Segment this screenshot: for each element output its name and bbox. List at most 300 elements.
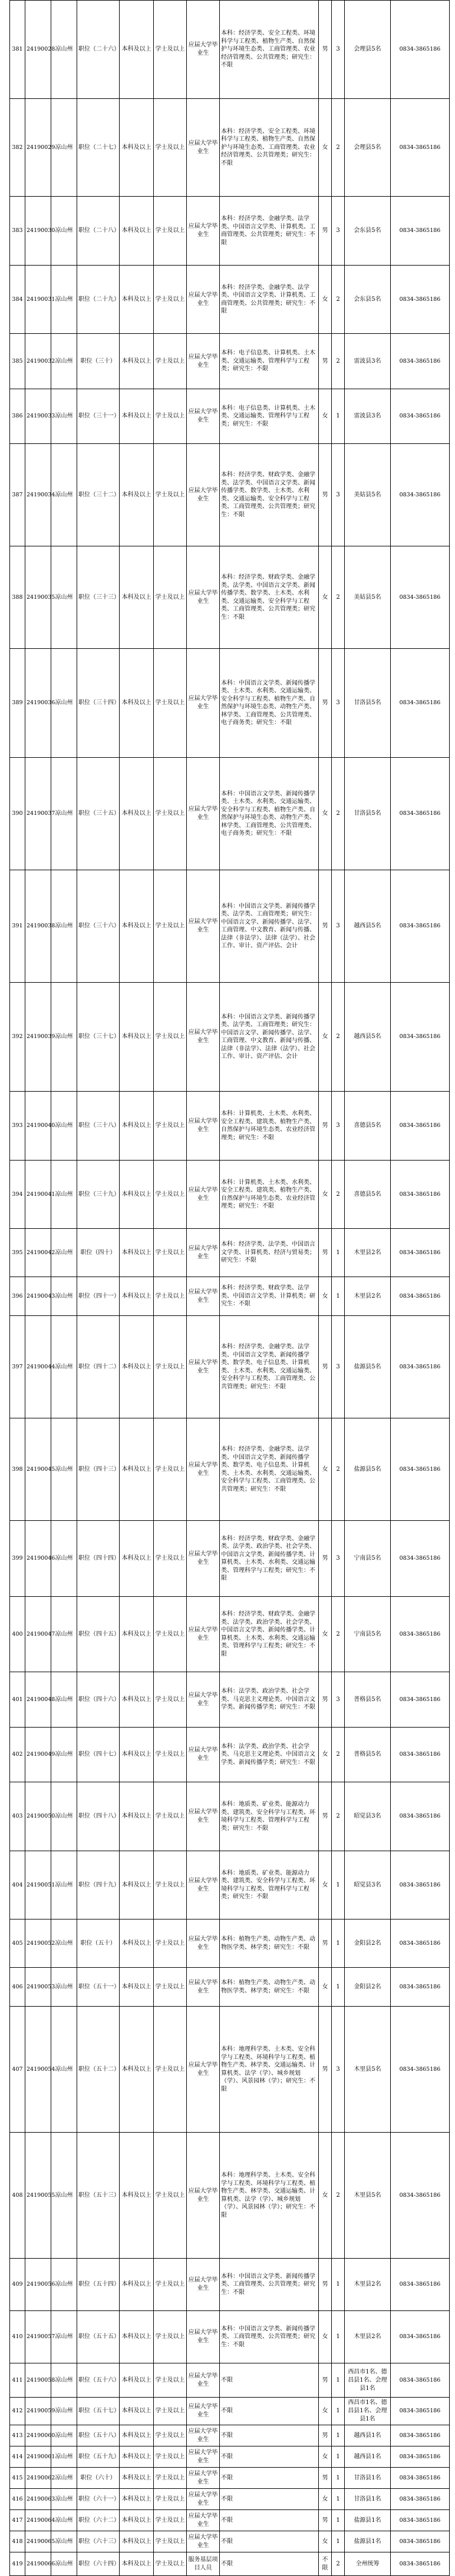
education-cell: 本科及以上 xyxy=(120,99,154,197)
position-code-cell: 24190061 xyxy=(25,2446,51,2468)
major-requirement-cell: 不限 xyxy=(220,2398,319,2425)
contact-phone-cell: 0834-3865186 xyxy=(391,1161,450,1229)
contact-phone-cell: 0834-3865186 xyxy=(391,2552,450,2576)
major-requirement-cell: 不限 xyxy=(220,2510,319,2531)
area-cell: 木里县5名 xyxy=(345,2007,391,2133)
table-row xyxy=(10,2489,450,2510)
table-row xyxy=(10,2510,450,2531)
position-code-cell: 24190035 xyxy=(25,546,51,649)
position-code-cell: 24190039 xyxy=(25,983,51,1092)
identity-cell: 应届大学毕业生 xyxy=(187,2510,220,2531)
recruiting-unit-cell: 凉山州 xyxy=(51,1968,77,2007)
position-name-cell: 职位（四十六） xyxy=(77,1672,120,1728)
education-cell: 本科及以上 xyxy=(120,1851,154,1919)
serial-number-cell: 381 xyxy=(10,1,25,99)
area-cell: 盐源县5名 xyxy=(345,1316,391,1418)
table-row xyxy=(10,870,450,983)
area-cell: 普格县5名 xyxy=(345,1672,391,1728)
education-cell: 本科及以上 xyxy=(120,2446,154,2468)
recruiting-unit-cell: 凉山州 xyxy=(51,1229,77,1277)
gender-cell: 女 xyxy=(319,389,332,444)
gender-cell: 男 xyxy=(319,2007,332,2133)
education-cell: 本科及以上 xyxy=(120,649,154,758)
position-name-cell: 职位（六十一） xyxy=(77,2489,120,2510)
recruiting-unit-cell: 凉山州 xyxy=(51,1277,77,1316)
degree-cell: 学士及以上 xyxy=(154,2425,187,2446)
education-cell: 本科及以上 xyxy=(120,2311,154,2363)
education-cell: 本科及以上 xyxy=(120,2007,154,2133)
position-name-cell: 职位（六十） xyxy=(77,2468,120,2489)
position-code-cell: 24190033 xyxy=(25,389,51,444)
education-cell: 本科及以上 xyxy=(120,758,154,870)
identity-cell: 应届大学毕业生 xyxy=(187,1968,220,2007)
education-cell: 本科及以上 xyxy=(120,2425,154,2446)
serial-number-cell: 382 xyxy=(10,99,25,197)
headcount-cell: 1 xyxy=(332,1968,345,2007)
contact-phone-cell: 0834-3865186 xyxy=(391,1,450,99)
table-row xyxy=(10,2007,450,2133)
position-name-cell: 职位（四十二） xyxy=(77,1316,120,1418)
degree-cell: 学士及以上 xyxy=(154,2133,187,2259)
identity-cell: 应届大学毕业生 xyxy=(187,1851,220,1919)
headcount-cell: 1 xyxy=(332,1277,345,1316)
recruiting-unit-cell: 凉山州 xyxy=(51,1597,77,1672)
degree-cell: 学士及以上 xyxy=(154,1316,187,1418)
position-name-cell: 职位（四十） xyxy=(77,1229,120,1277)
identity-cell: 应届大学毕业生 xyxy=(187,649,220,758)
position-code-cell: 24190066 xyxy=(25,2552,51,2576)
headcount-cell: 2 xyxy=(332,1782,345,1851)
area-cell: 木里县5名 xyxy=(345,2133,391,2259)
position-code-cell: 24190060 xyxy=(25,2425,51,2446)
contact-phone-cell: 0834-3865186 xyxy=(391,389,450,444)
headcount-cell: 1 xyxy=(332,2446,345,2468)
area-cell: 西昌市1名、德昌县1名、会理县1名 xyxy=(345,2363,391,2398)
identity-cell: 应届大学毕业生 xyxy=(187,1277,220,1316)
degree-cell: 学士及以上 xyxy=(154,2259,187,2311)
headcount-cell: 1 xyxy=(332,1851,345,1919)
gender-cell: 男 xyxy=(319,334,332,389)
serial-number-cell: 384 xyxy=(10,266,25,334)
identity-cell: 应届大学毕业生 xyxy=(187,1418,220,1521)
area-cell: 会理县5名 xyxy=(345,1,391,99)
major-requirement-cell: 不限 xyxy=(220,2489,319,2510)
table-row xyxy=(10,2531,450,2552)
contact-phone-cell: 0834-3865186 xyxy=(391,758,450,870)
major-requirement-cell: 本科：中国语言文学类、新闻传播学类、土木类、水利类、交通运输类、安全科学与工程类、植物生产类、自然保护与环境生态类、动物生产类、林学类、工商管理类、公共管理类、电子商务类；研究生：不限 xyxy=(220,758,319,870)
gender-cell: 女 xyxy=(319,2398,332,2425)
contact-phone-cell: 0834-3865186 xyxy=(391,2446,450,2468)
position-name-cell: 职位（六十三） xyxy=(77,2531,120,2552)
education-cell: 本科及以上 xyxy=(120,2398,154,2425)
recruiting-unit-cell: 凉山州 xyxy=(51,2311,77,2363)
headcount-cell: 3 xyxy=(332,1521,345,1597)
major-requirement-cell: 本科：中国语言文学类、新闻传播学类、法学类、工商管理类；研究生：中国语言文学、新闻传播学、法学、工商管理、中文教育、新闻与传播、法律（非法学）、法律（法学）、社会工作、审计、资产评估、会计 xyxy=(220,870,319,983)
serial-number-cell: 388 xyxy=(10,546,25,649)
degree-cell: 学士及以上 xyxy=(154,197,187,266)
identity-cell: 应届大学毕业生 xyxy=(187,1092,220,1161)
area-cell: 木里县2名 xyxy=(345,2259,391,2311)
recruiting-unit-cell: 凉山州 xyxy=(51,1728,77,1782)
position-code-cell: 24190032 xyxy=(25,334,51,389)
position-code-cell: 24190052 xyxy=(25,1919,51,1968)
contact-phone-cell: 0834-3865186 xyxy=(391,546,450,649)
position-name-cell: 职位（五十七） xyxy=(77,2398,120,2425)
serial-number-cell: 417 xyxy=(10,2510,25,2531)
gender-cell: 男 xyxy=(319,2425,332,2446)
education-cell: 本科及以上 xyxy=(120,1782,154,1851)
major-requirement-cell: 本科：地理科学类、土木类、安全科学与工程类、环境科学与工程类、植物生产类、林学类、交通运输类、计算机类、法学（学）、城乡规划（学）、风景园林（学）；研究生：不限 xyxy=(220,2133,319,2259)
contact-phone-cell: 0834-3865186 xyxy=(391,1728,450,1782)
degree-cell: 学士及以上 xyxy=(154,1277,187,1316)
serial-number-cell: 399 xyxy=(10,1521,25,1597)
area-cell: 雷波县3名 xyxy=(345,389,391,444)
position-code-cell: 24190053 xyxy=(25,1968,51,2007)
contact-phone-cell: 0834-3865186 xyxy=(391,2468,450,2489)
area-cell: 喜德县5名 xyxy=(345,1092,391,1161)
contact-phone-cell: 0834-3865186 xyxy=(391,1782,450,1851)
major-requirement-cell: 本科：电子信息类、计算机类、土木类、交通运输类、管理科学与工程类；研究生：不限 xyxy=(220,389,319,444)
area-cell: 甘洛县5名 xyxy=(345,649,391,758)
gender-cell: 女 xyxy=(319,546,332,649)
degree-cell: 学士及以上 xyxy=(154,1229,187,1277)
education-cell: 本科及以上 xyxy=(120,1728,154,1782)
identity-cell: 应届大学毕业生 xyxy=(187,1597,220,1672)
serial-number-cell: 397 xyxy=(10,1316,25,1418)
education-cell: 本科及以上 xyxy=(120,983,154,1092)
headcount-cell: 3 xyxy=(332,444,345,546)
headcount-cell: 2 xyxy=(332,983,345,1092)
recruiting-unit-cell: 凉山州 xyxy=(51,334,77,389)
headcount-cell: 2 xyxy=(332,1161,345,1229)
position-code-cell: 24190031 xyxy=(25,266,51,334)
major-requirement-cell: 本科：经济学类、安全工程类、环境科学与工程类、植物生产类、自然保护与环境生态类、工商管理类、农业经济管理类、公共管理类；研究生：不限 xyxy=(220,1,319,99)
education-cell: 本科及以上 xyxy=(120,2133,154,2259)
position-code-cell: 24190038 xyxy=(25,870,51,983)
identity-cell: 应届大学毕业生 xyxy=(187,870,220,983)
table-row xyxy=(10,1521,450,1597)
contact-phone-cell: 0834-3865186 xyxy=(391,334,450,389)
table-row xyxy=(10,1229,450,1277)
gender-cell: 男 xyxy=(319,1092,332,1161)
area-cell: 普格县5名 xyxy=(345,1728,391,1782)
degree-cell: 学士及以上 xyxy=(154,99,187,197)
table-row xyxy=(10,444,450,546)
position-name-cell: 职位（五十六） xyxy=(77,2363,120,2398)
contact-phone-cell: 0834-3865186 xyxy=(391,2259,450,2311)
degree-cell: 学士及以上 xyxy=(154,1521,187,1597)
position-name-cell: 职位（六十四） xyxy=(77,2552,120,2576)
headcount-cell: 2 xyxy=(332,758,345,870)
education-cell: 本科及以上 xyxy=(120,2468,154,2489)
position-name-cell: 职位（四十五） xyxy=(77,1597,120,1672)
area-cell: 美姑县5名 xyxy=(345,444,391,546)
serial-number-cell: 404 xyxy=(10,1851,25,1919)
table-row xyxy=(10,649,450,758)
position-name-cell: 职位（四十三） xyxy=(77,1418,120,1521)
area-cell: 盐源县1名 xyxy=(345,2510,391,2531)
position-name-cell: 职位（三十三） xyxy=(77,546,120,649)
table-row xyxy=(10,1418,450,1521)
area-cell: 越西县5名 xyxy=(345,870,391,983)
serial-number-cell: 386 xyxy=(10,389,25,444)
serial-number-cell: 403 xyxy=(10,1782,25,1851)
education-cell: 本科及以上 xyxy=(120,1418,154,1521)
identity-cell: 应届大学毕业生 xyxy=(187,99,220,197)
area-cell: 越西县1名 xyxy=(345,2446,391,2468)
identity-cell: 应届大学毕业生 xyxy=(187,1229,220,1277)
area-cell: 越西县1名 xyxy=(345,2425,391,2446)
degree-cell: 学士及以上 xyxy=(154,983,187,1092)
identity-cell: 应届大学毕业生 xyxy=(187,1521,220,1597)
headcount-cell: 1 xyxy=(332,2363,345,2398)
area-cell: 会东县5名 xyxy=(345,197,391,266)
recruiting-unit-cell: 凉山州 xyxy=(51,1782,77,1851)
gender-cell: 女 xyxy=(319,2531,332,2552)
position-name-cell: 职位（四十九） xyxy=(77,1851,120,1919)
position-code-cell: 24190048 xyxy=(25,1672,51,1728)
education-cell: 本科及以上 xyxy=(120,2259,154,2311)
recruiting-unit-cell: 凉山州 xyxy=(51,266,77,334)
table-row xyxy=(10,758,450,870)
identity-cell: 应届大学毕业生 xyxy=(187,266,220,334)
major-requirement-cell: 本科：经济学类、法学类、中国语言文学类、计算机类、经济与贸易类；研究生：不限 xyxy=(220,1229,319,1277)
education-cell: 本科及以上 xyxy=(120,1316,154,1418)
area-cell: 盐源县1名 xyxy=(345,2531,391,2552)
contact-phone-cell: 0834-3865186 xyxy=(391,2007,450,2133)
major-requirement-cell: 本科：经济学类、财政学类、金融学类、法学类、中国语言文学类、新闻传播学类、数学类、土木类、水利类、交通运输类、安全科学与工程类、工商管理类、公共管理类；研究生：不限 xyxy=(220,546,319,649)
headcount-cell: 2 xyxy=(332,546,345,649)
gender-cell: 男 xyxy=(319,1782,332,1851)
position-name-cell: 职位（四十七） xyxy=(77,1728,120,1782)
major-requirement-cell: 本科：经济学类、财政学类、金融学类、法学类、中国语言文学类、新闻传播学类、数学类、土木类、水利类、交通运输类、安全科学与工程类、工商管理类、公共管理类；研究生：不限 xyxy=(220,444,319,546)
serial-number-cell: 410 xyxy=(10,2311,25,2363)
area-cell: 全州统筹 xyxy=(345,2552,391,2576)
contact-phone-cell: 0834-3865186 xyxy=(391,1316,450,1418)
area-cell: 美姑县5名 xyxy=(345,546,391,649)
major-requirement-cell: 本科：经济学类、财政学类、金融学类、法学类、政治学类、社会学类、中国语言文学类、新闻传播学类、计算机类、土木类、水利类、交通运输类、管理科学与工程类；研究生：不限 xyxy=(220,1597,319,1672)
position-name-cell: 职位（二十八） xyxy=(77,197,120,266)
position-name-cell: 职位（五十八） xyxy=(77,2425,120,2446)
identity-cell: 应届大学毕业生 xyxy=(187,758,220,870)
recruiting-unit-cell: 凉山州 xyxy=(51,1092,77,1161)
headcount-cell: 1 xyxy=(332,1229,345,1277)
area-cell: 木里县2名 xyxy=(345,1277,391,1316)
position-name-cell: 职位（三十四） xyxy=(77,649,120,758)
major-requirement-cell: 本科：植物生产类、动物生产类、动物医学类、林学类；研究生：不限 xyxy=(220,1919,319,1968)
position-name-cell: 职位（三十） xyxy=(77,334,120,389)
serial-number-cell: 392 xyxy=(10,983,25,1092)
position-code-cell: 24190045 xyxy=(25,1418,51,1521)
headcount-cell: 1 xyxy=(332,1919,345,1968)
table-row xyxy=(10,197,450,266)
table-row xyxy=(10,1597,450,1672)
major-requirement-cell: 本科：计算机类、土木类、水利类、安全工程类、建筑类、植物生产类、自然保护与环境生态类、农业经济管理类；研究生：不限 xyxy=(220,1161,319,1229)
position-name-cell: 职位（四十八） xyxy=(77,1782,120,1851)
major-requirement-cell: 不限 xyxy=(220,2363,319,2398)
education-cell: 本科及以上 xyxy=(120,389,154,444)
recruiting-unit-cell: 凉山州 xyxy=(51,1,77,99)
headcount-cell: 2 xyxy=(332,266,345,334)
degree-cell: 学士及以上 xyxy=(154,334,187,389)
degree-cell: 学士及以上 xyxy=(154,2510,187,2531)
position-code-cell: 24190036 xyxy=(25,649,51,758)
degree-cell: 学士及以上 xyxy=(154,2398,187,2425)
education-cell: 本科及以上 xyxy=(120,1521,154,1597)
table-row xyxy=(10,99,450,197)
recruiting-unit-cell: 凉山州 xyxy=(51,1161,77,1229)
position-code-cell: 24190044 xyxy=(25,1316,51,1418)
area-cell: 宁南县5名 xyxy=(345,1521,391,1597)
major-requirement-cell: 本科：经济学类、财政学类、金融学类、法学类、政治学类、社会学类、中国语言文学类、新闻传播学类、计算机类、土木类、水利类、交通运输类、管理科学与工程类；研究生：不限 xyxy=(220,1521,319,1597)
education-cell: 本科及以上 xyxy=(120,546,154,649)
recruiting-unit-cell: 凉山州 xyxy=(51,2398,77,2425)
table-row xyxy=(10,1092,450,1161)
identity-cell: 应届大学毕业生 xyxy=(187,983,220,1092)
contact-phone-cell: 0834-3865186 xyxy=(391,1521,450,1597)
headcount-cell: 3 xyxy=(332,1672,345,1728)
serial-number-cell: 387 xyxy=(10,444,25,546)
headcount-cell: 1 xyxy=(332,2489,345,2510)
serial-number-cell: 405 xyxy=(10,1919,25,1968)
area-cell: 木里县2名 xyxy=(345,2311,391,2363)
table-row xyxy=(10,266,450,334)
identity-cell: 应届大学毕业生 xyxy=(187,2489,220,2510)
gender-cell: 女 xyxy=(319,2311,332,2363)
area-cell: 昭觉县3名 xyxy=(345,1851,391,1919)
area-cell: 西昌市1名、德昌县1名、会理县1名 xyxy=(345,2398,391,2425)
position-name-cell: 职位（五十） xyxy=(77,1919,120,1968)
gender-cell: 不限 xyxy=(319,2552,332,2576)
gender-cell: 男 xyxy=(319,1919,332,1968)
position-name-cell: 职位（四十一） xyxy=(77,1277,120,1316)
recruiting-unit-cell: 凉山州 xyxy=(51,2363,77,2398)
identity-cell: 应届大学毕业生 xyxy=(187,1316,220,1418)
position-name-cell: 职位（二十七） xyxy=(77,99,120,197)
education-cell: 本科及以上 xyxy=(120,444,154,546)
position-code-cell: 24190059 xyxy=(25,2398,51,2425)
serial-number-cell: 407 xyxy=(10,2007,25,2133)
degree-cell: 学士及以上 xyxy=(154,546,187,649)
serial-number-cell: 396 xyxy=(10,1277,25,1316)
major-requirement-cell: 本科：电子信息类、计算机类、土木类、交通运输类、管理科学与工程类；研究生：不限 xyxy=(220,334,319,389)
recruiting-unit-cell: 凉山州 xyxy=(51,2007,77,2133)
contact-phone-cell: 0834-3865186 xyxy=(391,197,450,266)
serial-number-cell: 390 xyxy=(10,758,25,870)
area-cell: 甘洛县1名 xyxy=(345,2489,391,2510)
serial-number-cell: 415 xyxy=(10,2468,25,2489)
position-code-cell: 24190037 xyxy=(25,758,51,870)
education-cell: 本科及以上 xyxy=(120,870,154,983)
position-name-cell: 职位（五十九） xyxy=(77,2446,120,2468)
major-requirement-cell: 本科：地理科学类、土木类、安全科学与工程类、环境科学与工程类、植物生产类、林学类、交通运输类、计算机类、法学（学）、城乡规划（学）、风景园林（学）；研究生：不限 xyxy=(220,2007,319,2133)
education-cell: 本科及以上 xyxy=(120,2531,154,2552)
identity-cell: 应届大学毕业生 xyxy=(187,2531,220,2552)
serial-number-cell: 389 xyxy=(10,649,25,758)
gender-cell: 女 xyxy=(319,1851,332,1919)
major-requirement-cell: 本科：中国语言文学类、新闻传播学类、工商管理类、公共管理类；研究生：不限 xyxy=(220,2259,319,2311)
degree-cell: 学士及以上 xyxy=(154,649,187,758)
gender-cell: 女 xyxy=(319,1277,332,1316)
recruiting-unit-cell: 凉山州 xyxy=(51,983,77,1092)
major-requirement-cell: 本科：植物生产类、动物生产类、动物医学类、林学类；研究生：不限 xyxy=(220,1968,319,2007)
headcount-cell: 2 xyxy=(332,2133,345,2259)
headcount-cell: 3 xyxy=(332,1,345,99)
contact-phone-cell: 0834-3865186 xyxy=(391,1672,450,1728)
contact-phone-cell: 0834-3865186 xyxy=(391,870,450,983)
serial-number-cell: 414 xyxy=(10,2446,25,2468)
education-cell: 本科及以上 xyxy=(120,2363,154,2398)
serial-number-cell: 412 xyxy=(10,2398,25,2425)
headcount-cell: 1 xyxy=(332,2468,345,2489)
position-name-cell: 职位（六十二） xyxy=(77,2510,120,2531)
table-body xyxy=(10,1,450,2576)
gender-cell: 女 xyxy=(319,1968,332,2007)
serial-number-cell: 395 xyxy=(10,1229,25,1277)
major-requirement-cell: 不限 xyxy=(220,2531,319,2552)
table-row xyxy=(10,1316,450,1418)
recruiting-unit-cell: 凉山州 xyxy=(51,2259,77,2311)
position-code-cell: 24190046 xyxy=(25,1521,51,1597)
identity-cell: 应届大学毕业生 xyxy=(187,1161,220,1229)
major-requirement-cell: 本科：经济学类、金融学类、法学类、中国语言文学类、新闻传播学类、数学类、电子信息类、计算机类、土木类、水利类、交通运输类、安全科学与工程类、工商管理类、公共管理类；研究生：不限 xyxy=(220,1418,319,1521)
serial-number-cell: 391 xyxy=(10,870,25,983)
degree-cell: 学士及以上 xyxy=(154,444,187,546)
education-cell: 本科及以上 xyxy=(120,2510,154,2531)
contact-phone-cell: 0834-3865186 xyxy=(391,1968,450,2007)
position-name-cell: 职位（三十二） xyxy=(77,444,120,546)
gender-cell: 女 xyxy=(319,758,332,870)
contact-phone-cell: 0834-3865186 xyxy=(391,649,450,758)
degree-cell: 学士及以上 xyxy=(154,1919,187,1968)
headcount-cell: 1 xyxy=(332,2425,345,2446)
major-requirement-cell: 本科：经济学类、金融学类、法学类、中国语言文学类、计算机类、工商管理类、公共管理类；研究生：不限 xyxy=(220,266,319,334)
education-cell: 本科及以上 xyxy=(120,1229,154,1277)
table-row xyxy=(10,2468,450,2489)
contact-phone-cell: 0834-3865186 xyxy=(391,2133,450,2259)
recruiting-unit-cell: 凉山州 xyxy=(51,2468,77,2489)
positions-table xyxy=(9,0,450,2576)
headcount-cell: 3 xyxy=(332,1316,345,1418)
recruiting-unit-cell: 凉山州 xyxy=(51,197,77,266)
contact-phone-cell: 0834-3865186 xyxy=(391,1418,450,1521)
recruiting-unit-cell: 凉山州 xyxy=(51,1521,77,1597)
serial-number-cell: 383 xyxy=(10,197,25,266)
headcount-cell: 3 xyxy=(332,649,345,758)
recruiting-unit-cell: 凉山州 xyxy=(51,758,77,870)
degree-cell: 学士及以上 xyxy=(154,1672,187,1728)
identity-cell: 应届大学毕业生 xyxy=(187,1,220,99)
contact-phone-cell: 0834-3865186 xyxy=(391,2510,450,2531)
recruiting-unit-cell: 凉山州 xyxy=(51,870,77,983)
degree-cell: 学士及以上 xyxy=(154,389,187,444)
area-cell: 木里县2名 xyxy=(345,1229,391,1277)
identity-cell: 应届大学毕业生 xyxy=(187,546,220,649)
area-cell: 喜德县5名 xyxy=(345,1161,391,1229)
position-code-cell: 24190040 xyxy=(25,1092,51,1161)
recruiting-unit-cell: 凉山州 xyxy=(51,2531,77,2552)
education-cell: 本科及以上 xyxy=(120,1968,154,2007)
major-requirement-cell: 本科：中国语言文学类、新闻传播学类、工商管理类、公共管理类；研究生：不限 xyxy=(220,2311,319,2363)
area-cell: 越西县5名 xyxy=(345,983,391,1092)
major-requirement-cell: 本科：地质类、矿业类、能源动力类、建筑类、安全科学与工程类、环境科学与工程类、管理科学与工程类；研究生：不限 xyxy=(220,1851,319,1919)
position-code-cell: 24190058 xyxy=(25,2363,51,2398)
position-code-cell: 24190056 xyxy=(25,2259,51,2311)
area-cell: 金阳县2名 xyxy=(345,1919,391,1968)
headcount-cell: 1 xyxy=(332,2311,345,2363)
major-requirement-cell: 不限 xyxy=(220,2552,319,2576)
recruiting-unit-cell: 凉山州 xyxy=(51,99,77,197)
